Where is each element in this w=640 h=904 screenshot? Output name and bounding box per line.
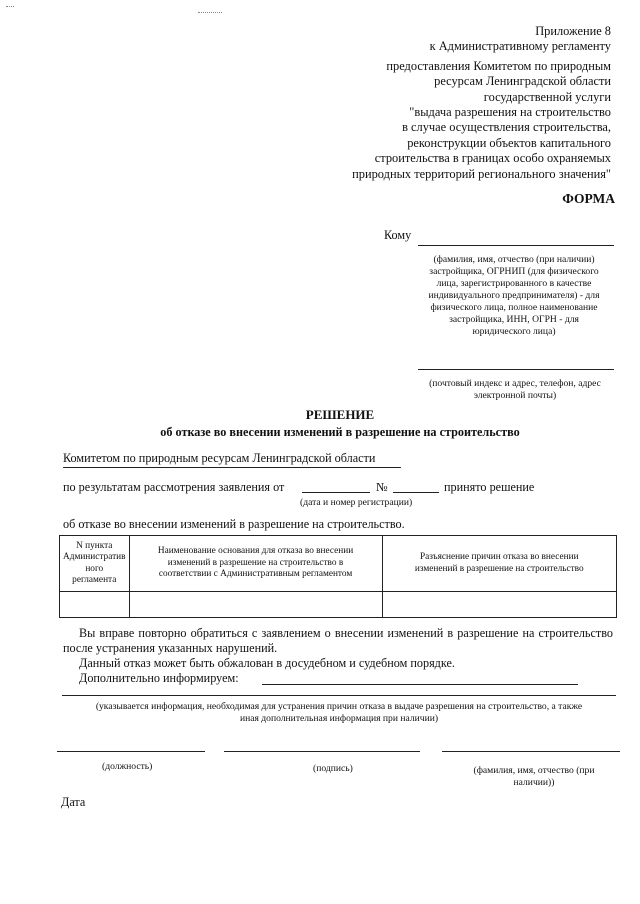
- number-sign: №: [376, 480, 388, 494]
- additional-info-fill-line-2: [62, 695, 616, 696]
- date-label: Дата: [61, 795, 86, 809]
- refusal-table: [59, 535, 617, 618]
- header-line: изменений в разрешение на строительство: [414, 563, 584, 574]
- refusal-statement: об отказе во внесении изменений в разрешение на строительство.: [63, 517, 405, 531]
- appendix-line: ресурсам Ленинградской области: [434, 74, 611, 89]
- appendix-line: государственной услуги: [483, 89, 611, 104]
- appendix-line: Приложение 8: [535, 24, 611, 38]
- appendix-line: природных территорий регионального значения": [352, 166, 611, 181]
- hint-line: (фамилия, имя, отчество (при наличии): [433, 254, 595, 265]
- applicant-fill-line: [418, 245, 614, 246]
- form-label: ФОРМА: [562, 191, 615, 206]
- date-fill-line: [302, 492, 370, 493]
- header-clause-number: [60, 536, 130, 592]
- additional-info-fill-line: [262, 684, 578, 685]
- reapply-paragraph: Вы вправе повторно обратиться с заявлением о внесении изменений в разрешение на строительство после устранения указанных нарушений.: [63, 626, 613, 655]
- address-hint: [408, 378, 622, 402]
- table-cell[interactable]: [382, 592, 616, 618]
- decision-title: РЕШЕНИЕ: [305, 407, 375, 422]
- review-prefix: по результатам рассмотрения заявления от: [63, 480, 285, 494]
- scan-artifact: [198, 12, 222, 13]
- number-fill-line: [393, 492, 439, 493]
- header-refusal-basis: [129, 536, 382, 592]
- appendix-line: предоставления Комитетом по природным: [386, 58, 611, 73]
- hint-line: застройщика, ИНН, ОГРН - для: [449, 314, 579, 325]
- appendix-line: строительства в границах особо охраняемых: [374, 151, 611, 166]
- hint-line: (фамилия, имя, отчество (при: [473, 765, 595, 776]
- position-hint: (должность): [102, 761, 153, 772]
- committee-name: Комитетом по природным ресурсам Ленинградской области: [63, 451, 376, 465]
- name-fill-line: [442, 751, 620, 752]
- hint-line: электронной почты): [473, 390, 557, 401]
- position-fill-line: [57, 751, 205, 752]
- hint-line: наличии)): [513, 777, 555, 788]
- header-line: N пункта: [76, 540, 113, 551]
- hint-line: (почтовый индекс и адрес, телефон, адрес: [429, 378, 601, 389]
- hint-line: индивидуального предпринимателя) - для: [428, 290, 600, 301]
- header-line: соответствии с Административным регламентом: [158, 569, 353, 580]
- hint-line: лица, зарегистрированного в качестве: [436, 278, 592, 289]
- applicant-hint: [402, 254, 626, 338]
- header-line: Разъяснение причин отказа во внесении: [419, 552, 579, 563]
- table-cell[interactable]: [60, 592, 130, 618]
- decision-subtitle: об отказе во внесении изменений в разрешение на строительство: [160, 425, 520, 439]
- date-hint: (дата и номер регистрации): [300, 497, 413, 508]
- appendix-line: к Административному регламенту: [429, 39, 611, 54]
- additional-info-hint: [54, 701, 624, 725]
- header-line: ного: [85, 563, 104, 574]
- hint-line: иная дополнительная информация при наличии): [239, 713, 439, 724]
- review-suffix: принято решение: [444, 480, 535, 494]
- header-line: Административ: [63, 552, 126, 563]
- name-hint: [456, 765, 612, 789]
- header-line: Наименование основания для отказа во внесении: [157, 546, 354, 557]
- hint-line: физического лица, полное наименование: [430, 302, 598, 313]
- appendix-line: "выдача разрешения на строительство: [409, 105, 611, 120]
- header-refusal-explanation: [382, 536, 616, 592]
- appeal-paragraph: Данный отказ может быть обжалован в досудебном и судебном порядке.: [79, 656, 455, 670]
- table-cell[interactable]: [129, 592, 382, 618]
- committee-fill-line: [63, 467, 401, 468]
- hint-line: застройщика, ОГРНИП (для физического: [429, 266, 599, 277]
- appendix-line: реконструкции объектов капитального: [407, 135, 611, 150]
- address-fill-line: [418, 369, 614, 370]
- table-header-row: [60, 536, 617, 592]
- appendix-block: [352, 24, 611, 182]
- additional-info-label: Дополнительно информируем:: [79, 671, 239, 685]
- appendix-line: в случае осуществления строительства,: [402, 120, 611, 135]
- hint-line: (указывается информация, необходимая для устранения причин отказа в выдаче разрешения на строительство, а также: [95, 701, 583, 712]
- header-line: регламента: [72, 574, 117, 585]
- header-line: изменений в разрешение на строительство в: [167, 557, 344, 568]
- hint-line: юридического лица): [472, 326, 556, 337]
- signature-fill-line: [224, 751, 420, 752]
- scan-artifact: [6, 6, 14, 7]
- signature-hint: (подпись): [313, 763, 353, 774]
- to-label: Кому: [384, 228, 412, 242]
- table-row: [60, 592, 617, 618]
